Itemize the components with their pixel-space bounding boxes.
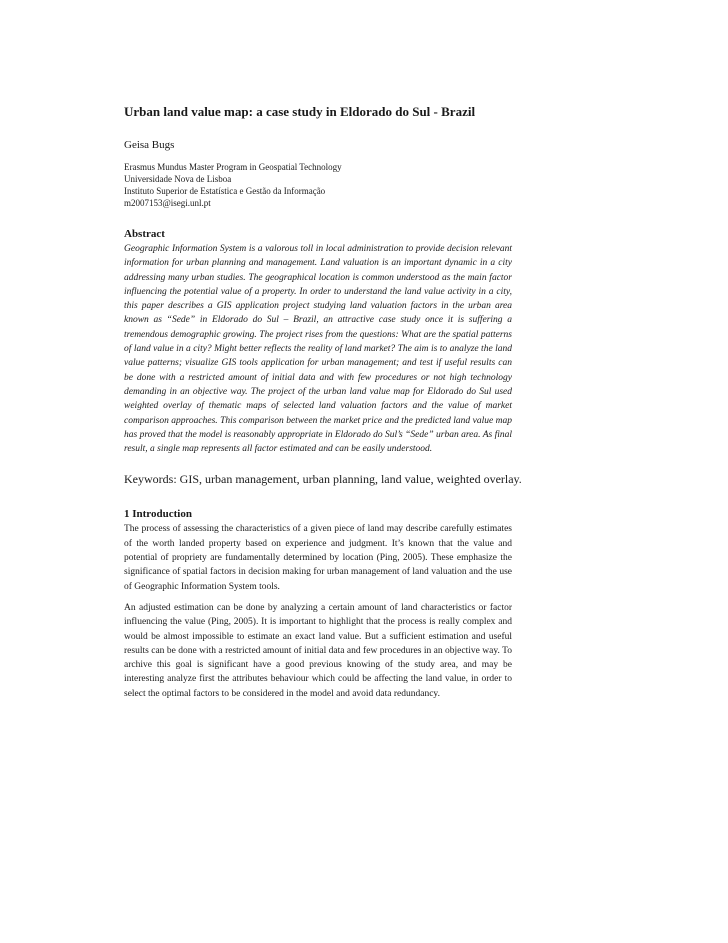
paper-title: Urban land value map: a case study in Eldorado do Sul - Brazil	[124, 104, 476, 119]
keywords: Keywords: GIS, urban management, urban planning, land value, weighted overlay.	[124, 472, 522, 487]
paper-page	[124, 104, 522, 701]
author-name: Geisa Bugs	[124, 139, 175, 151]
author-affiliations	[124, 161, 512, 209]
affiliation-program: Erasmus Mundus Master Program in Geospatial Technology	[124, 162, 342, 172]
introduction-paragraph-2: An adjusted estimation can be done by analyzing a certain amount of land characteristics or factor influencing the value (Ping, 2005). It is important to highlight that the process is really complex and would be almost impossible to estimate an exact land value. But a sufficient estimation and useful results can be done with a restricted amount of initial data and few procedures in an objective way. To archive this goal is significant have a good previous knowing of the study area, and may be interesting analyze first the attributes behaviour which could be affecting the land value, in order to select the optimal factors to be considered in the model and avoid data redundancy.	[124, 602, 512, 699]
affiliation-institute: Instituto Superior de Estatística e Gestão da Informação	[124, 186, 326, 196]
author-email: m2007153@isegi.unl.pt	[124, 198, 211, 208]
abstract-heading: Abstract	[124, 228, 165, 240]
affiliation-university: Universidade Nova de Lisboa	[124, 174, 232, 184]
abstract-text: Geographic Information System is a valorous toll in local administration to provide decision relevant information for urban planning and management. Land valuation is an important dynamic in a city addressing many urban studies. The geographical location is common understood as the main factor influencing the potential value of a property. In order to understand the land value activity in a city, this paper describes a GIS application project studying land valuation factors in the urban area known as “Sede” in Eldorado do Sul – Brazil, an attractive case study once it is suffering a tremendous demographic growing. The project rises from the questions: What are the spatial patterns of land value in a city? Might better reflects the reality of land market? The aim is to analyze the land value patterns; visualize GIS tools application for urban management; and test if useful results can be done with a restricted amount of initial data and with few procedures or not high technology demanding in an objective way. The project of the urban land value map for Eldorado do Sul used weighted overlay of thematic maps of selected land valuation factors and the value of market comparison approaches. This comparison between the market price and the predicted land value map has proved that the model is reasonably appropriate in Eldorado do Sul’s “Sede” urban area. As final result, a single map represents all factor estimated and can be easily understood.	[124, 244, 512, 455]
section-heading-introduction: 1 Introduction	[124, 508, 192, 521]
introduction-paragraph-1: The process of assessing the characteristics of a given piece of land may describe carefully estimates of the worth landed property based on experience and judgment. It’s known that the value and potential of propriety are fundamentally determined by location (Ping, 2005). These emphasize the significance of spatial factors in decision making for urban management of land valuation and the use of Geographic Information System tools.	[124, 524, 512, 592]
